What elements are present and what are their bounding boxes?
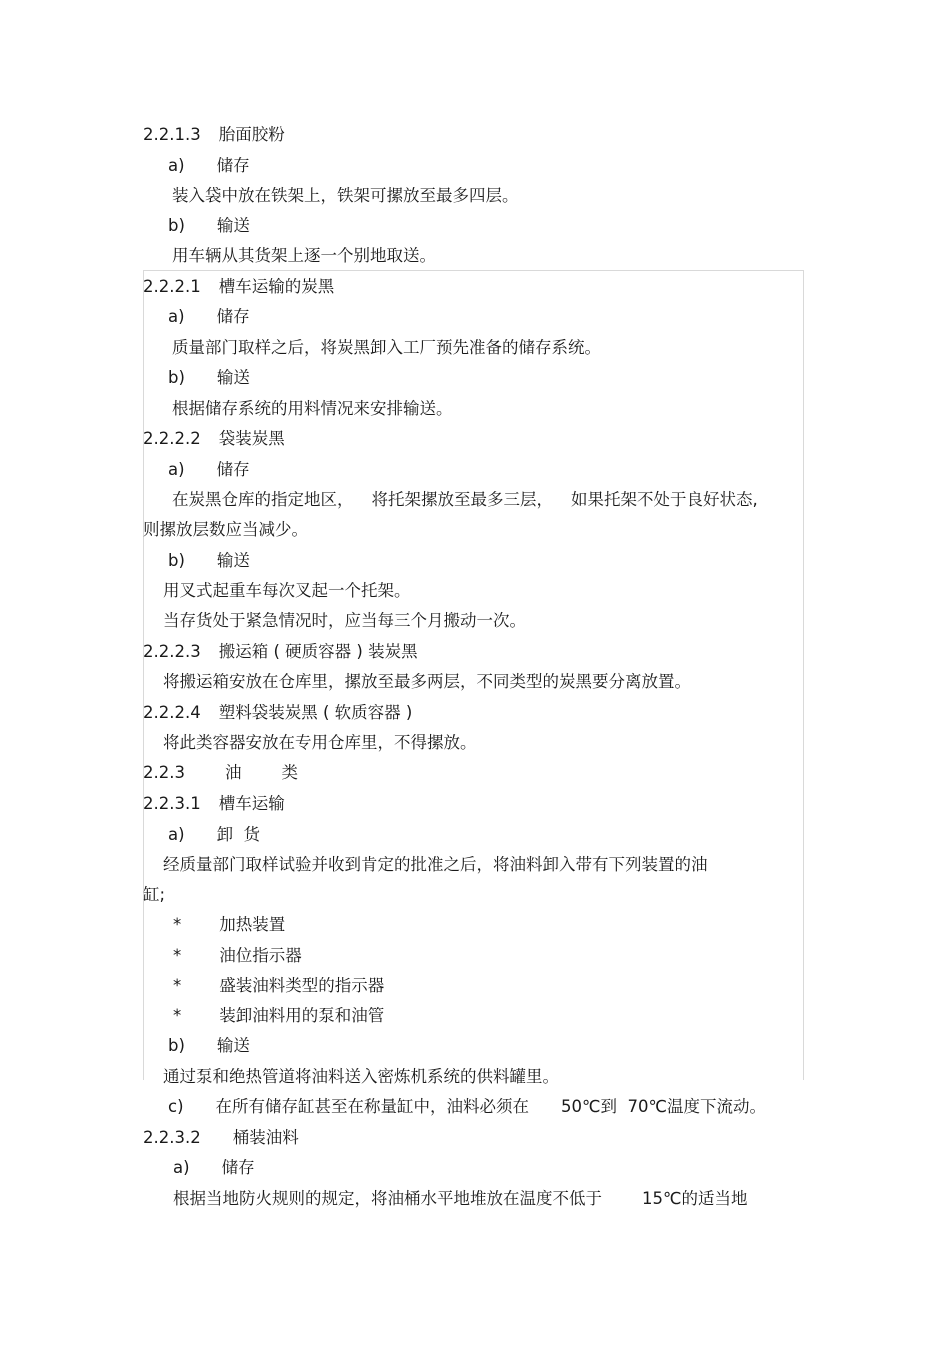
section-heading-2-2-2-4: 2.2.2.4 塑料袋装炭黑 ( 软质容器 ) — [143, 703, 413, 722]
paragraph: 缸; — [143, 885, 166, 904]
paragraph: 根据当地防火规则的规定，将油桶水平地堆放在温度不低于 15℃的适当地 — [173, 1189, 748, 1208]
item-b-transport: b) 输送 — [168, 1036, 250, 1055]
bullet-item: * 盛装油料类型的指示器 — [173, 976, 385, 995]
item-b-transport: b) 输送 — [168, 216, 250, 235]
section-heading-2-2-3-2: 2.2.3.2 桶装油料 — [143, 1128, 299, 1147]
item-c-flow-temperature: c) 在所有储存缸甚至在称量缸中，油料必须在 50℃到 70℃温度下流动。 — [168, 1097, 767, 1116]
item-b-transport: b) 输送 — [168, 551, 250, 570]
section-heading-2-2-1-3: 2.2.1.3 胎面胶粉 — [143, 125, 285, 144]
item-a-storage: a) 储存 — [168, 156, 250, 175]
item-a-storage: a) 储存 — [168, 460, 250, 479]
paragraph: 当存货处于紧急情况时，应当每三个月搬动一次。 — [163, 611, 526, 630]
item-b-transport: b) 输送 — [168, 368, 250, 387]
paragraph: 将搬运箱安放在仓库里，摞放至最多两层，不同类型的炭黑要分离放置。 — [163, 672, 691, 691]
item-a-unloading: a) 卸 货 — [168, 825, 261, 844]
bullet-item: * 装卸油料用的泵和油管 — [173, 1006, 385, 1025]
section-heading-2-2-3: 2.2.3 油 类 — [143, 763, 298, 782]
paragraph: 则摞放层数应当减少。 — [143, 520, 308, 539]
paragraph: 用叉式起重车每次叉起一个托架。 — [163, 581, 411, 600]
section-heading-2-2-2-1: 2.2.2.1 槽车运输的炭黑 — [143, 277, 335, 296]
bullet-item: * 油位指示器 — [173, 946, 302, 965]
paragraph: 将此类容器安放在专用仓库里，不得摞放。 — [163, 733, 477, 752]
paragraph: 经质量部门取样试验并收到肯定的批准之后，将油料卸入带有下列装置的油 — [163, 855, 708, 874]
paragraph: 根据储存系统的用料情况来安排输送。 — [172, 399, 453, 418]
paragraph: 用车辆从其货架上逐一个别地取送。 — [172, 246, 436, 265]
paragraph: 质量部门取样之后，将炭黑卸入工厂预先准备的储存系统。 — [172, 338, 601, 357]
section-heading-2-2-2-3: 2.2.2.3 搬运箱 ( 硬质容器 ) 装炭黑 — [143, 642, 418, 661]
paragraph: 装入袋中放在铁架上，铁架可摞放至最多四层。 — [172, 186, 519, 205]
paragraph: 通过泵和绝热管道将油料送入密炼机系统的供料罐里。 — [163, 1067, 559, 1086]
section-heading-2-2-3-1: 2.2.3.1 槽车运输 — [143, 794, 285, 813]
item-a-storage: a) 储存 — [173, 1158, 255, 1177]
bullet-item: * 加热装置 — [173, 915, 286, 934]
item-a-storage: a) 储存 — [168, 307, 250, 326]
paragraph: 在炭黑仓库的指定地区， 将托架摞放至最多三层， 如果托架不处于良好状态, — [172, 490, 758, 509]
section-heading-2-2-2-2: 2.2.2.2 袋装炭黑 — [143, 429, 285, 448]
